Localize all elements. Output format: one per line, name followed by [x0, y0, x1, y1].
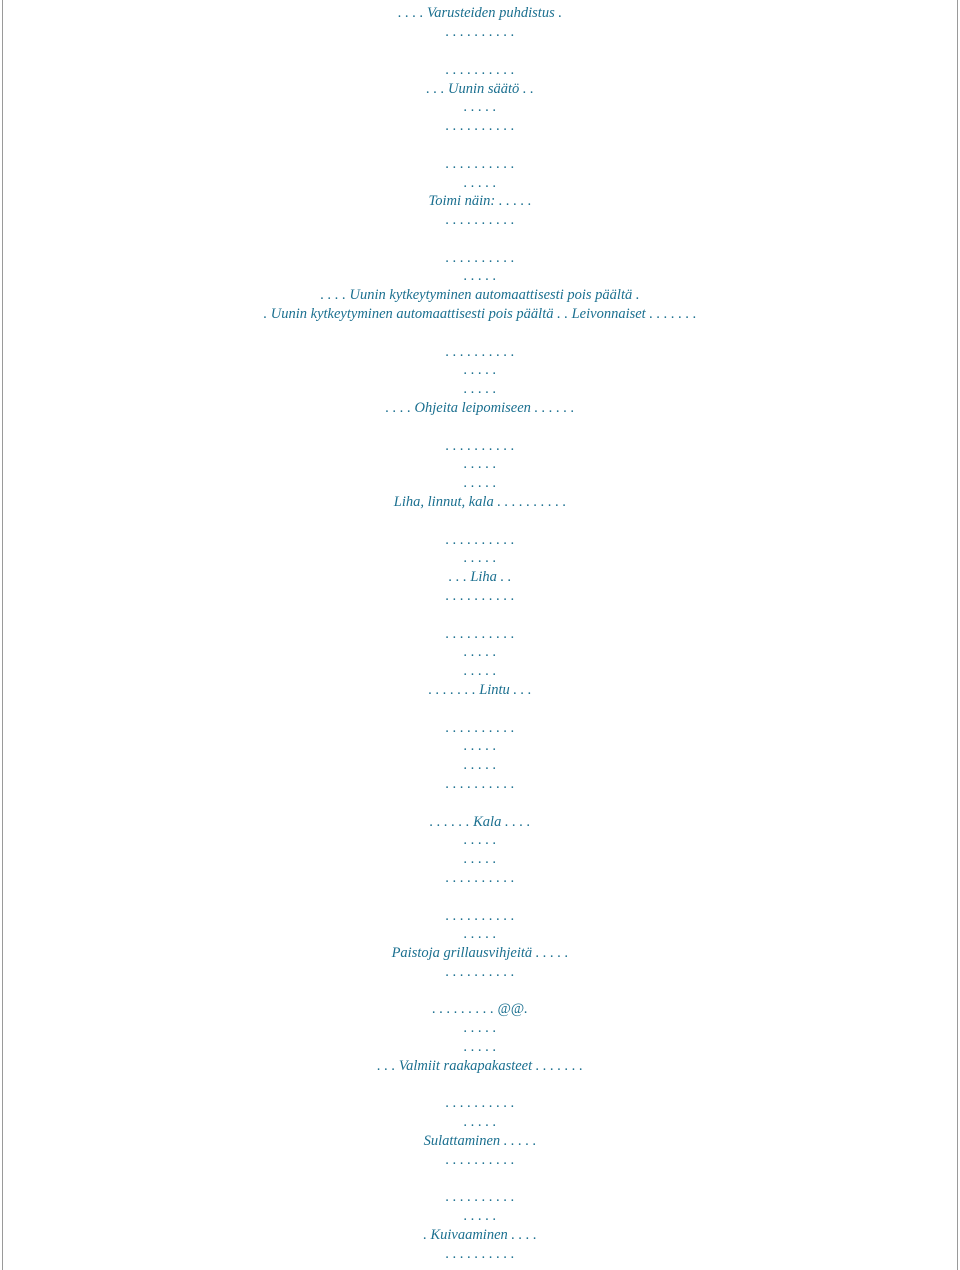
- toc-line: . . . . . . . . . .: [445, 720, 515, 736]
- toc-line[interactable]: . Kuivaaminen . . . .: [423, 1227, 537, 1243]
- toc-line: . . . . . . . . . .: [445, 24, 515, 40]
- toc-line: . . . . .: [463, 175, 497, 191]
- toc-line: . . . . .: [463, 832, 497, 848]
- toc-line: . . . . .: [463, 1208, 497, 1224]
- toc-line: . . . . . . . . . .: [445, 908, 515, 924]
- toc-line: . . . . . . . . . .: [445, 156, 515, 172]
- toc-line: . . . . .: [463, 1039, 497, 1055]
- toc-line[interactable]: . . . . Uunin kytkeytyminen automaattisesti pois päältä .: [320, 287, 640, 303]
- toc-line[interactable]: Liha, linnut, kala . . . . . . . . . .: [393, 494, 567, 510]
- toc-line[interactable]: . . . . Ohjeita leipomiseen . . . . . .: [385, 400, 575, 416]
- toc-line: . . . . .: [463, 475, 497, 491]
- toc-line: . . . . . . . . . .: [445, 212, 515, 228]
- toc-line[interactable]: . . . . . . . . . @@.: [432, 1001, 528, 1017]
- toc-line: . . . . . . . . . .: [445, 1152, 515, 1168]
- toc-line: . . . . .: [463, 644, 497, 660]
- toc-line[interactable]: . . . . . . Kala . . . .: [429, 814, 531, 830]
- toc-line: . . . . .: [463, 456, 497, 472]
- toc-line: . . . . . . . . . .: [445, 1246, 515, 1262]
- toc-line: . . . . .: [463, 663, 497, 679]
- toc-line: . . . . .: [463, 99, 497, 115]
- toc-line: . . . . . . . . . .: [445, 776, 515, 792]
- toc-line: . . . . .: [463, 550, 497, 566]
- toc-line: . . . . . . . . . .: [445, 588, 515, 604]
- toc-line: . . . . . . . . . .: [445, 964, 515, 980]
- toc-line[interactable]: . . . Liha . .: [448, 569, 512, 585]
- toc-line: . . . . . . . . . .: [445, 870, 515, 886]
- toc-line[interactable]: Sulattaminen . . . . .: [423, 1133, 537, 1149]
- toc-line: . . . . .: [463, 757, 497, 773]
- toc-line[interactable]: Paistoja grillausvihjeitä . . . . .: [391, 945, 569, 961]
- toc-line[interactable]: . . . Valmiit raakapakasteet . . . . . . .: [377, 1058, 583, 1074]
- toc-line: . . . . .: [463, 268, 497, 284]
- toc-line[interactable]: . . . . Varusteiden puhdistus .: [398, 5, 562, 21]
- toc-line: . . . . . . . . . .: [445, 626, 515, 642]
- toc-line: . . . . .: [463, 851, 497, 867]
- toc-line: . . . . . . . . . .: [445, 250, 515, 266]
- toc-line[interactable]: . Uunin kytkeytyminen automaattisesti pois päältä . . Leivonnaiset . . . . . . .: [263, 306, 697, 322]
- toc-line[interactable]: . . . . . . . Lintu . . .: [428, 682, 532, 698]
- toc-line: . . . . . . . . . .: [445, 62, 515, 78]
- toc-line[interactable]: Toimi näin: . . . . .: [428, 193, 532, 209]
- toc-line: . . . . . . . . . .: [445, 532, 515, 548]
- toc-line: . . . . . . . . . .: [445, 1189, 515, 1205]
- toc-line: . . . . . . . . . .: [445, 118, 515, 134]
- toc-line: . . . . . . . . . .: [445, 438, 515, 454]
- toc-line: . . . . . . . . . .: [445, 1095, 515, 1111]
- toc-line: . . . . .: [463, 1020, 497, 1036]
- toc-line: . . . . . . . . . .: [445, 344, 515, 360]
- toc-line: . . . . .: [463, 381, 497, 397]
- toc-line: . . . . .: [463, 738, 497, 754]
- toc-line: . . . . .: [463, 362, 497, 378]
- toc-line: . . . . .: [463, 926, 497, 942]
- toc-line[interactable]: . . . Uunin säätö . .: [426, 81, 534, 97]
- toc-line: . . . . .: [463, 1114, 497, 1130]
